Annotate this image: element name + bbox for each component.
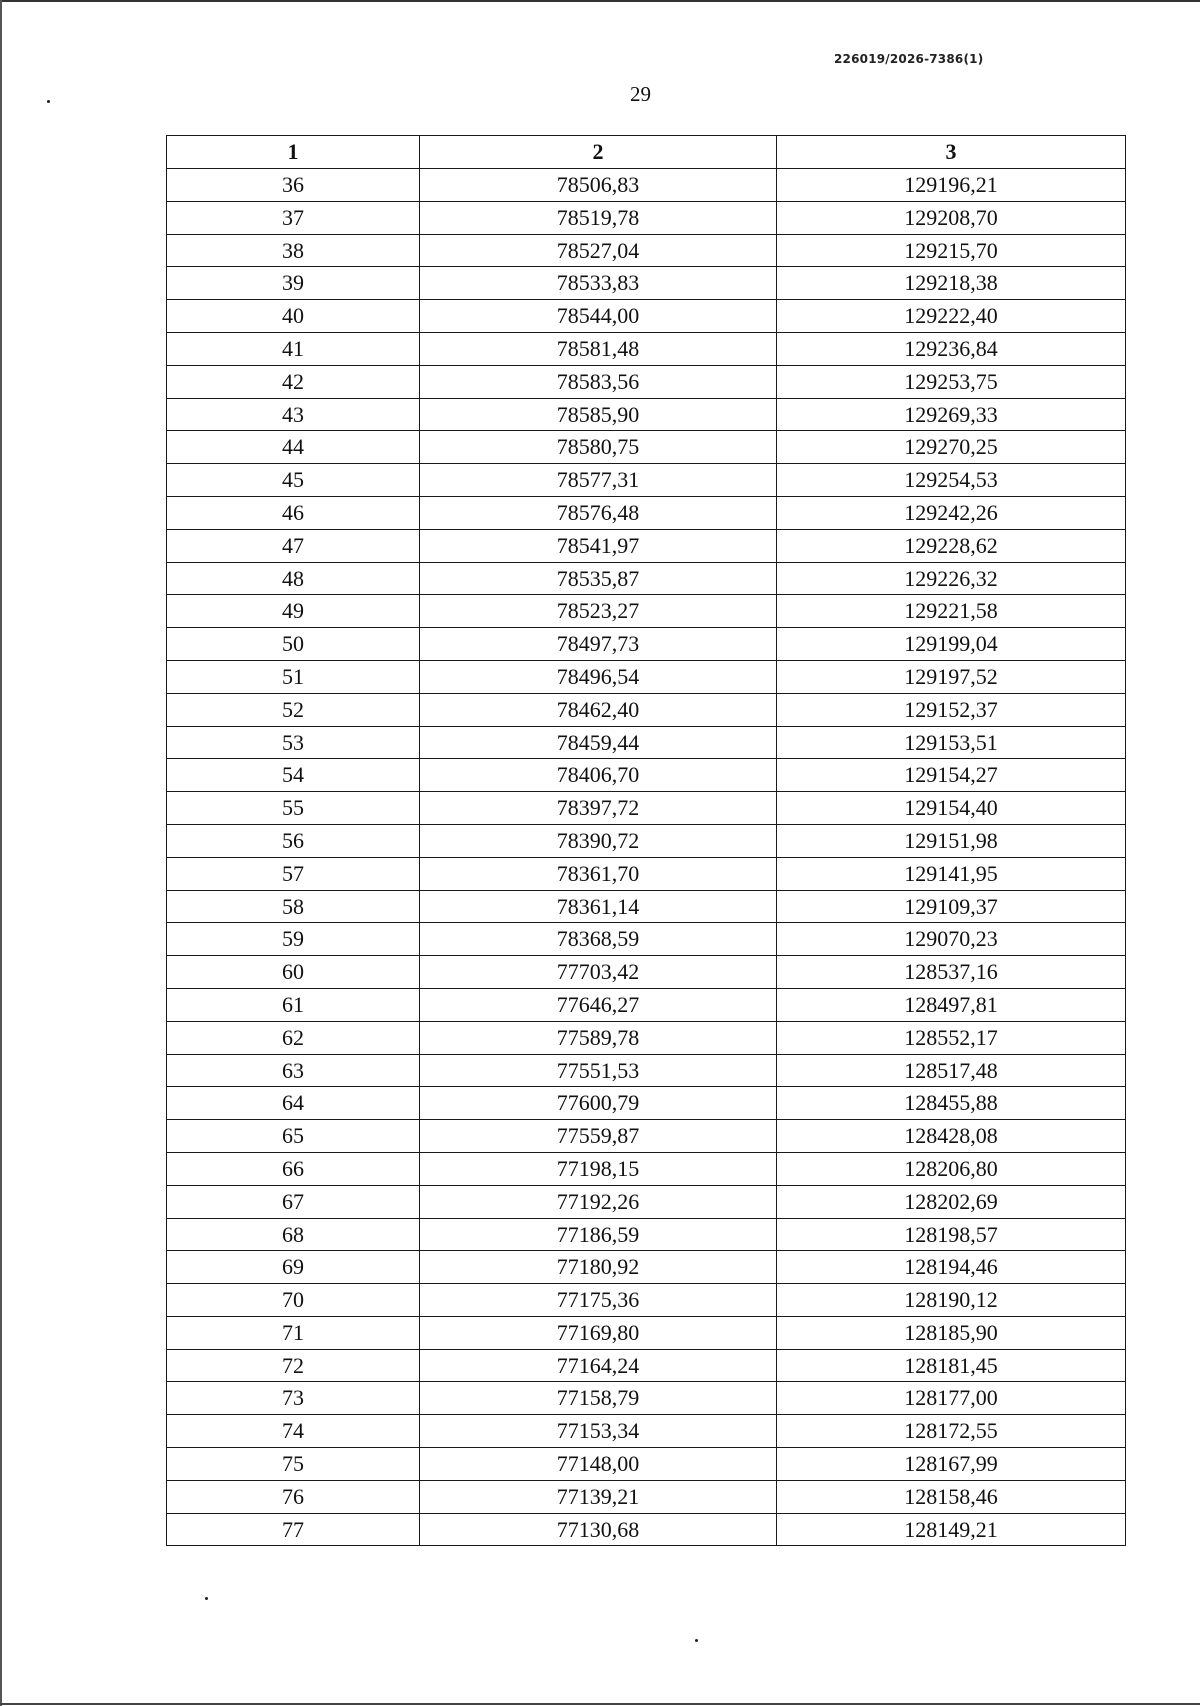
table-row (167, 628, 1126, 661)
y-coordinate-cell: 128194,46 (777, 1251, 1126, 1284)
point-number-cell: 74 (167, 1415, 420, 1448)
y-coordinate-cell: 129151,98 (777, 824, 1126, 857)
x-coordinate-cell: 77198,15 (420, 1152, 777, 1185)
y-coordinate-cell: 128185,90 (777, 1316, 1126, 1349)
y-coordinate-cell: 129141,95 (777, 857, 1126, 890)
x-coordinate-cell: 77175,36 (420, 1284, 777, 1317)
y-coordinate-cell: 129269,33 (777, 398, 1126, 431)
table-row (167, 300, 1126, 333)
document-number: 226019/2026-7386(1) (834, 52, 984, 66)
table-row (167, 792, 1126, 825)
table-row (167, 365, 1126, 398)
point-number-cell: 56 (167, 824, 420, 857)
x-coordinate-cell: 78368,59 (420, 923, 777, 956)
column-header-1: 1 (167, 136, 420, 169)
y-coordinate-cell: 129242,26 (777, 496, 1126, 529)
table-row (167, 1448, 1126, 1481)
point-number-cell: 73 (167, 1382, 420, 1415)
table-row (167, 857, 1126, 890)
point-number-cell: 67 (167, 1185, 420, 1218)
point-number-cell: 75 (167, 1448, 420, 1481)
scan-speck (695, 1639, 698, 1642)
point-number-cell: 52 (167, 693, 420, 726)
table-row (167, 1021, 1126, 1054)
x-coordinate-cell: 78462,40 (420, 693, 777, 726)
point-number-cell: 76 (167, 1480, 420, 1513)
x-coordinate-cell: 77130,68 (420, 1513, 777, 1546)
point-number-cell: 44 (167, 431, 420, 464)
y-coordinate-cell: 129154,27 (777, 759, 1126, 792)
point-number-cell: 50 (167, 628, 420, 661)
table-row (167, 1251, 1126, 1284)
table-row (167, 201, 1126, 234)
point-number-cell: 46 (167, 496, 420, 529)
x-coordinate-cell: 78397,72 (420, 792, 777, 825)
table-row (167, 956, 1126, 989)
x-coordinate-cell: 78390,72 (420, 824, 777, 857)
y-coordinate-cell: 128172,55 (777, 1415, 1126, 1448)
table-row (167, 1054, 1126, 1087)
y-coordinate-cell: 129196,21 (777, 169, 1126, 202)
point-number-cell: 72 (167, 1349, 420, 1382)
point-number-cell: 77 (167, 1513, 420, 1546)
coordinates-table (166, 135, 1125, 1546)
y-coordinate-cell: 128167,99 (777, 1448, 1126, 1481)
table-row (167, 595, 1126, 628)
point-number-cell: 71 (167, 1316, 420, 1349)
y-coordinate-cell: 129254,53 (777, 464, 1126, 497)
table-row (167, 1185, 1126, 1218)
table-row (167, 1284, 1126, 1317)
x-coordinate-cell: 78523,27 (420, 595, 777, 628)
y-coordinate-cell: 129070,23 (777, 923, 1126, 956)
y-coordinate-cell: 128158,46 (777, 1480, 1126, 1513)
table-row (167, 267, 1126, 300)
x-coordinate-cell: 78541,97 (420, 529, 777, 562)
table-header-row (167, 136, 1126, 169)
x-coordinate-cell: 77180,92 (420, 1251, 777, 1284)
x-coordinate-cell: 78585,90 (420, 398, 777, 431)
point-number-cell: 41 (167, 332, 420, 365)
y-coordinate-cell: 129236,84 (777, 332, 1126, 365)
y-coordinate-cell: 129221,58 (777, 595, 1126, 628)
column-header-3: 3 (777, 136, 1126, 169)
x-coordinate-cell: 78361,14 (420, 890, 777, 923)
point-number-cell: 53 (167, 726, 420, 759)
y-coordinate-cell: 129226,32 (777, 562, 1126, 595)
y-coordinate-cell: 129222,40 (777, 300, 1126, 333)
y-coordinate-cell: 128181,45 (777, 1349, 1126, 1382)
x-coordinate-cell: 78535,87 (420, 562, 777, 595)
y-coordinate-cell: 128198,57 (777, 1218, 1126, 1251)
table-body (167, 169, 1126, 1546)
table-row (167, 923, 1126, 956)
y-coordinate-cell: 128202,69 (777, 1185, 1126, 1218)
y-coordinate-cell: 129215,70 (777, 234, 1126, 267)
point-number-cell: 40 (167, 300, 420, 333)
point-number-cell: 70 (167, 1284, 420, 1317)
y-coordinate-cell: 129270,25 (777, 431, 1126, 464)
x-coordinate-cell: 78361,70 (420, 857, 777, 890)
y-coordinate-cell: 128190,12 (777, 1284, 1126, 1317)
x-coordinate-cell: 77551,53 (420, 1054, 777, 1087)
x-coordinate-cell: 78519,78 (420, 201, 777, 234)
x-coordinate-cell: 77169,80 (420, 1316, 777, 1349)
y-coordinate-cell: 128537,16 (777, 956, 1126, 989)
point-number-cell: 68 (167, 1218, 420, 1251)
y-coordinate-cell: 128455,88 (777, 1087, 1126, 1120)
table-row (167, 726, 1126, 759)
point-number-cell: 47 (167, 529, 420, 562)
column-header-2: 2 (420, 136, 777, 169)
point-number-cell: 66 (167, 1152, 420, 1185)
y-coordinate-cell: 129152,37 (777, 693, 1126, 726)
x-coordinate-cell: 78406,70 (420, 759, 777, 792)
table-row (167, 1349, 1126, 1382)
table-row (167, 169, 1126, 202)
table-row (167, 824, 1126, 857)
point-number-cell: 69 (167, 1251, 420, 1284)
point-number-cell: 43 (167, 398, 420, 431)
scan-speck (47, 100, 50, 103)
table-row (167, 496, 1126, 529)
x-coordinate-cell: 77559,87 (420, 1120, 777, 1153)
y-coordinate-cell: 129208,70 (777, 201, 1126, 234)
y-coordinate-cell: 128428,08 (777, 1120, 1126, 1153)
x-coordinate-cell: 78459,44 (420, 726, 777, 759)
table-row (167, 759, 1126, 792)
point-number-cell: 61 (167, 988, 420, 1021)
y-coordinate-cell: 129253,75 (777, 365, 1126, 398)
table-row (167, 431, 1126, 464)
y-coordinate-cell: 128497,81 (777, 988, 1126, 1021)
x-coordinate-cell: 77153,34 (420, 1415, 777, 1448)
table-row (167, 1087, 1126, 1120)
table-row (167, 332, 1126, 365)
y-coordinate-cell: 129197,52 (777, 660, 1126, 693)
x-coordinate-cell: 77148,00 (420, 1448, 777, 1481)
x-coordinate-cell: 78497,73 (420, 628, 777, 661)
table-row (167, 1480, 1126, 1513)
scan-edge-left (0, 0, 2, 1706)
table-row (167, 988, 1126, 1021)
point-number-cell: 39 (167, 267, 420, 300)
point-number-cell: 49 (167, 595, 420, 628)
x-coordinate-cell: 78533,83 (420, 267, 777, 300)
y-coordinate-cell: 129218,38 (777, 267, 1126, 300)
table-row (167, 1218, 1126, 1251)
point-number-cell: 54 (167, 759, 420, 792)
table-row (167, 1316, 1126, 1349)
x-coordinate-cell: 77600,79 (420, 1087, 777, 1120)
table-row (167, 890, 1126, 923)
point-number-cell: 64 (167, 1087, 420, 1120)
x-coordinate-cell: 78581,48 (420, 332, 777, 365)
point-number-cell: 51 (167, 660, 420, 693)
x-coordinate-cell: 78576,48 (420, 496, 777, 529)
y-coordinate-cell: 128517,48 (777, 1054, 1126, 1087)
table-row (167, 1152, 1126, 1185)
x-coordinate-cell: 78496,54 (420, 660, 777, 693)
y-coordinate-cell: 129154,40 (777, 792, 1126, 825)
point-number-cell: 59 (167, 923, 420, 956)
point-number-cell: 45 (167, 464, 420, 497)
x-coordinate-cell: 78580,75 (420, 431, 777, 464)
point-number-cell: 36 (167, 169, 420, 202)
x-coordinate-cell: 78583,56 (420, 365, 777, 398)
point-number-cell: 55 (167, 792, 420, 825)
table-row (167, 660, 1126, 693)
x-coordinate-cell: 77646,27 (420, 988, 777, 1021)
point-number-cell: 62 (167, 1021, 420, 1054)
x-coordinate-cell: 78577,31 (420, 464, 777, 497)
table-row (167, 464, 1126, 497)
x-coordinate-cell: 77186,59 (420, 1218, 777, 1251)
table-row (167, 1513, 1126, 1546)
point-number-cell: 63 (167, 1054, 420, 1087)
y-coordinate-cell: 128206,80 (777, 1152, 1126, 1185)
x-coordinate-cell: 77139,21 (420, 1480, 777, 1513)
x-coordinate-cell: 78527,04 (420, 234, 777, 267)
point-number-cell: 57 (167, 857, 420, 890)
x-coordinate-cell: 77158,79 (420, 1382, 777, 1415)
y-coordinate-cell: 129199,04 (777, 628, 1126, 661)
table-row (167, 1415, 1126, 1448)
point-number-cell: 42 (167, 365, 420, 398)
table-row (167, 234, 1126, 267)
table-row (167, 693, 1126, 726)
x-coordinate-cell: 78544,00 (420, 300, 777, 333)
point-number-cell: 38 (167, 234, 420, 267)
x-coordinate-cell: 77703,42 (420, 956, 777, 989)
point-number-cell: 48 (167, 562, 420, 595)
table-row (167, 398, 1126, 431)
point-number-cell: 60 (167, 956, 420, 989)
y-coordinate-cell: 128177,00 (777, 1382, 1126, 1415)
page-number: 29 (630, 82, 651, 106)
point-number-cell: 58 (167, 890, 420, 923)
point-number-cell: 65 (167, 1120, 420, 1153)
table-row (167, 562, 1126, 595)
point-number-cell: 37 (167, 201, 420, 234)
y-coordinate-cell: 129228,62 (777, 529, 1126, 562)
y-coordinate-cell: 128552,17 (777, 1021, 1126, 1054)
x-coordinate-cell: 77192,26 (420, 1185, 777, 1218)
x-coordinate-cell: 78506,83 (420, 169, 777, 202)
table-row (167, 1120, 1126, 1153)
scan-speck (205, 1597, 208, 1600)
scan-edge-bottom (0, 1703, 1200, 1705)
y-coordinate-cell: 128149,21 (777, 1513, 1126, 1546)
table-row (167, 529, 1126, 562)
y-coordinate-cell: 129153,51 (777, 726, 1126, 759)
y-coordinate-cell: 129109,37 (777, 890, 1126, 923)
scan-edge-top (0, 0, 1200, 2)
x-coordinate-cell: 77164,24 (420, 1349, 777, 1382)
table-row (167, 1382, 1126, 1415)
x-coordinate-cell: 77589,78 (420, 1021, 777, 1054)
